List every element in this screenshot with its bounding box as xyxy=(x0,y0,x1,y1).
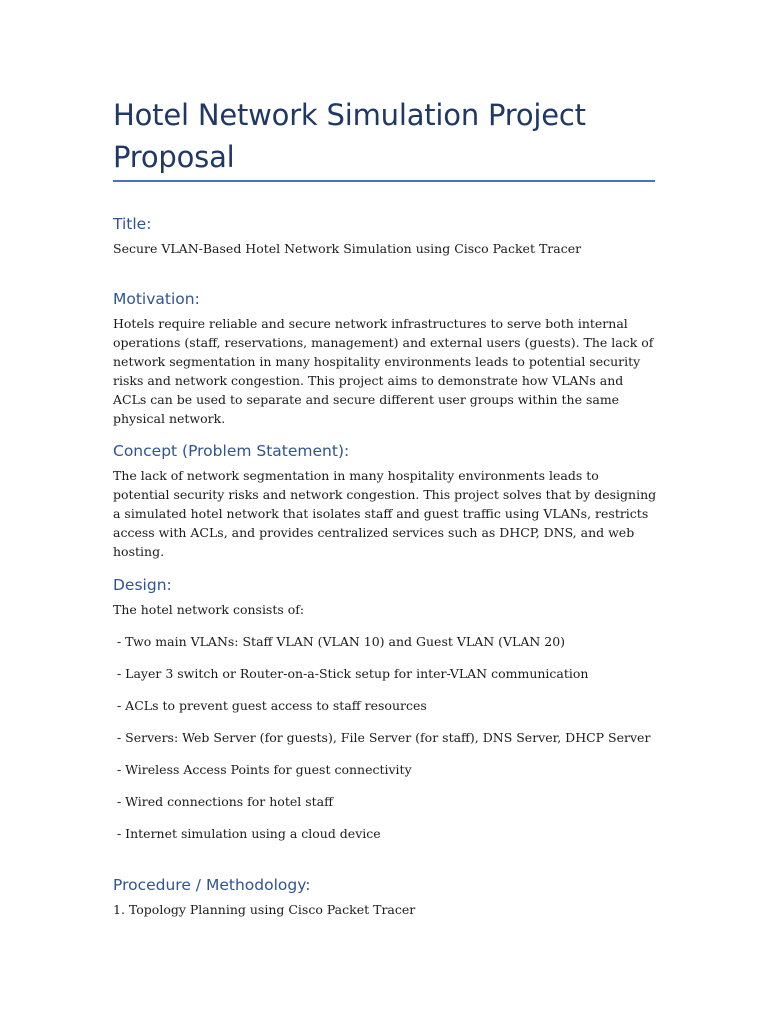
design-intro: The hotel network consists of: xyxy=(113,602,305,617)
list-item: - ACLs to prevent guest access to staff resources xyxy=(113,698,427,713)
design-list xyxy=(113,632,658,843)
section-procedure xyxy=(113,875,658,919)
list-item: - Internet simulation using a cloud device xyxy=(113,826,381,841)
section-body-title: Secure VLAN-Based Hotel Network Simulation using Cisco Packet Tracer xyxy=(113,241,582,256)
section-motivation xyxy=(113,289,658,428)
section-concept xyxy=(113,441,658,561)
section-heading-design: Design: xyxy=(113,576,172,594)
document-title: Hotel Network Simulation Project Proposal xyxy=(113,98,586,174)
list-item: - Layer 3 switch or Router-on-a-Stick setup for inter-VLAN communication xyxy=(113,666,589,681)
section-body-motivation: Hotels require reliable and secure network infrastructures to serve both internal operations (staff, reservations, management) and external users (guests). The lack of network segmentation in many hospitality environments leads to potential security risks and network congestion. This project aims to demonstrate how VLANs and ACLs can be used to separate and secure different user groups within the same physical network. xyxy=(113,316,654,426)
list-item: - Servers: Web Server (for guests), File Server (for staff), DNS Server, DHCP Server xyxy=(113,730,651,745)
list-item: - Wireless Access Points for guest connectivity xyxy=(113,762,412,777)
list-item: - Two main VLANs: Staff VLAN (VLAN 10) and Guest VLAN (VLAN 20) xyxy=(113,634,566,649)
section-design xyxy=(113,575,658,843)
section-body-concept: The lack of network segmentation in many hospitality environments leads to potential security risks and network congestion. This project solves that by designing a simulated hotel network that isolates staff and guest traffic using VLANs, restricts access with ACLs, and provides centralized services such as DHCP, DNS, and web hosting. xyxy=(113,468,657,559)
section-heading-motivation: Motivation: xyxy=(113,290,200,308)
section-title xyxy=(113,214,658,258)
procedure-step: 1. Topology Planning using Cisco Packet Tracer xyxy=(113,902,416,917)
section-heading-concept: Concept (Problem Statement): xyxy=(113,442,350,460)
list-item: - Wired connections for hotel staff xyxy=(113,794,333,809)
title-divider xyxy=(113,180,655,182)
section-heading-title: Title: xyxy=(113,215,152,233)
section-heading-procedure: Procedure / Methodology: xyxy=(113,876,311,894)
